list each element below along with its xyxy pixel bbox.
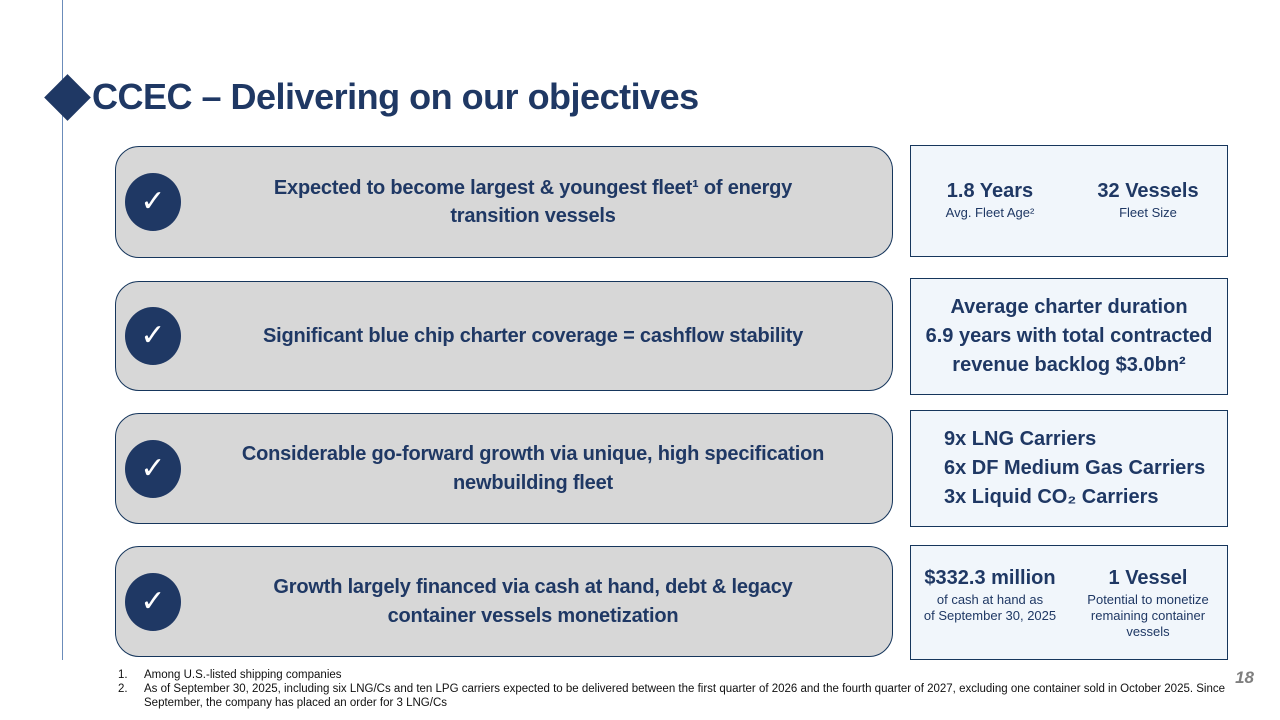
stat-label: Avg. Fleet Age²: [945, 205, 1035, 221]
panel-line: 3x Liquid CO₂ Carriers: [944, 486, 1159, 508]
page-title: CCEC – Delivering on our objectives: [92, 76, 699, 117]
objective-text: Considerable go-forward growth via unique, high specification newbuilding fleet: [241, 443, 825, 494]
page-number: 18: [1235, 668, 1254, 687]
stat-cash: [911, 567, 1069, 625]
objective-row-financing: [115, 546, 893, 657]
footnote-number: 2.: [118, 683, 128, 695]
checkmark-icon: ✓: [125, 573, 181, 631]
stat-panel-fleet: [910, 145, 1228, 257]
footnote-text: Among U.S.-listed shipping companies: [144, 669, 342, 681]
objective-text: Significant blue chip charter coverage = cashflow stability: [262, 324, 804, 347]
stat-label: of cash at hand as of September 30, 2025: [923, 591, 1057, 623]
stat-panel-charter-duration: [910, 278, 1228, 395]
footnote-1: [118, 668, 1230, 682]
panel-line: Average charter duration: [950, 296, 1188, 318]
panel-line: revenue backlog $3.0bn²: [952, 354, 1186, 376]
objective-text: Expected to become largest & youngest fleet¹ of energy transition vessels: [273, 176, 793, 227]
footnotes: [118, 668, 1230, 710]
stat-value: 1.8 Years: [946, 180, 1034, 203]
objective-row-growth: [115, 413, 893, 524]
stat-fleet-size: [1069, 180, 1227, 221]
diamond-bullet-icon: [44, 74, 91, 121]
checkmark-icon: ✓: [125, 307, 181, 365]
stat-container-vessel: [1069, 567, 1227, 641]
stat-label: Fleet Size: [1119, 205, 1177, 221]
footnote-number: 1.: [118, 669, 128, 681]
stat-panel-newbuildings: [910, 410, 1228, 527]
panel-line: 9x LNG Carriers: [944, 428, 1097, 450]
stat-label: Potential to monetize remaining container vessels: [1087, 591, 1209, 640]
stat-panel-cash-vessel: [910, 545, 1228, 660]
stat-fleet-age: [911, 180, 1069, 221]
objective-row-charter-coverage: [115, 281, 893, 391]
footnote-2: [118, 682, 1230, 710]
checkmark-icon: ✓: [125, 440, 181, 498]
objective-text: Growth largely financed via cash at hand, debt & legacy container vessels monetization: [273, 576, 793, 627]
stat-value: $332.3 million: [924, 566, 1056, 589]
stat-value: 32 Vessels: [1097, 180, 1199, 203]
panel-line: 6x DF Medium Gas Carriers: [944, 457, 1206, 479]
checkmark-icon: ✓: [125, 173, 181, 231]
panel-line: 6.9 years with total contracted: [925, 325, 1213, 347]
stat-value: 1 Vessel: [1108, 566, 1188, 589]
footnote-text: As of September 30, 2025, including six LNG/Cs and ten LPG carriers expected to be delivered between the first quarter of 2026 and the fourth quarter of 2027, excluding one container sold in October 2025. Since September, the company has placed an order for 3 LNG/Cs: [144, 683, 1226, 709]
objective-row-fleet: [115, 146, 893, 258]
panel-list: [911, 425, 1227, 512]
panel-text: [911, 293, 1227, 380]
